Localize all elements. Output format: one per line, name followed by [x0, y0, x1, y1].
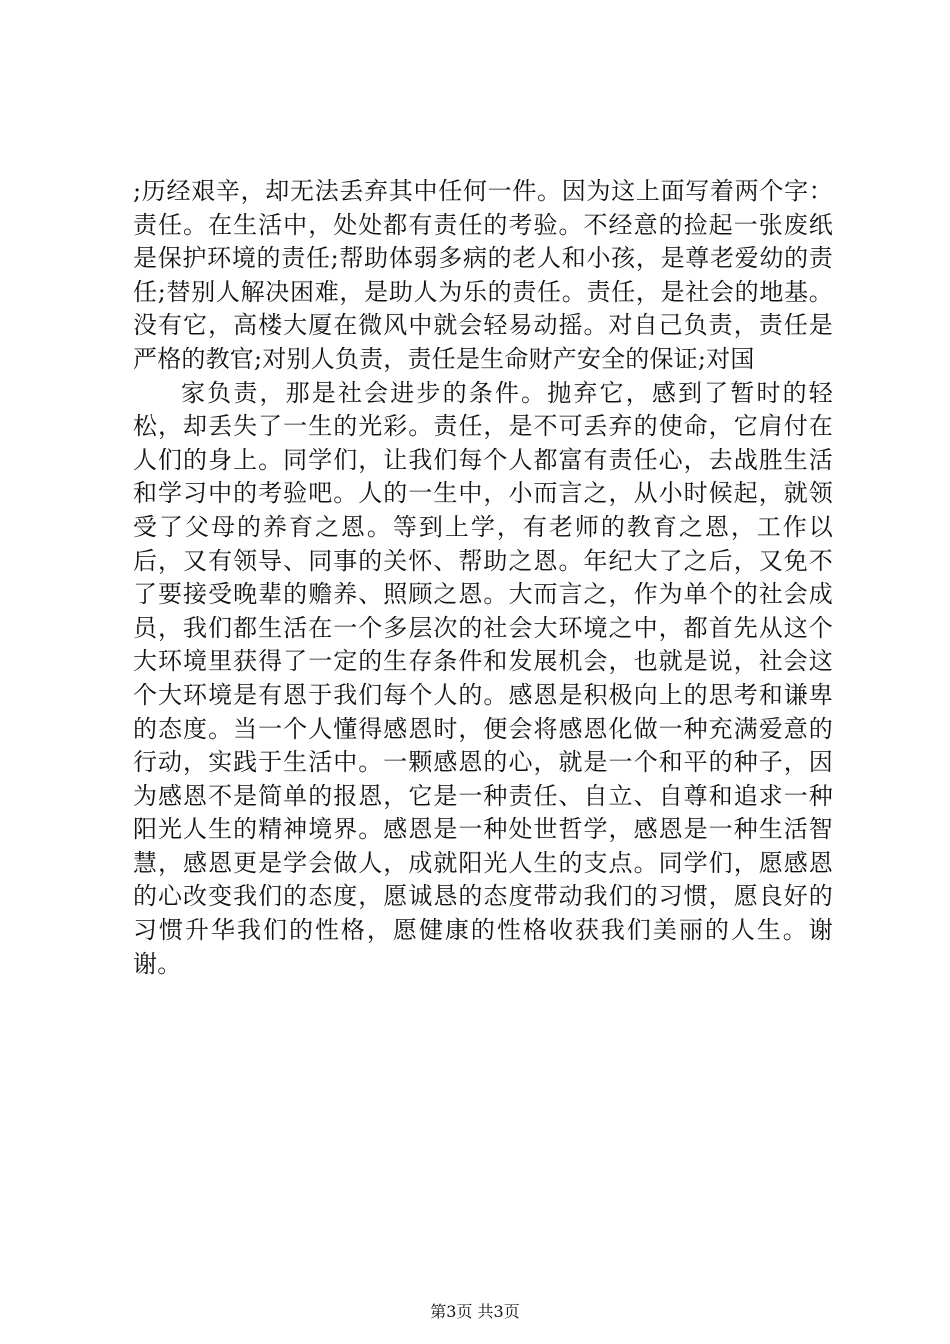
paragraph-responsibility: ;历经艰辛，却无法丢弃其中任何一件。因为这上面写着两个字：责任。在生活中，处处都有责任的考验。不经意的捡起一张废纸是保护环境的责任;帮助体弱多病的老人和小孩，是尊老爱幼的责任;替别人解决困难，是助人为乐的责任。责任，是社会的地基。没有它，高楼大厦在微风中就会轻易动摇。对自己负责，责任是严格的教官;对别人负责，责任是生命财产安全的保证;对国: [133, 177, 833, 373]
document-body: [133, 175, 833, 981]
paragraph-gratitude: 家负责，那是社会进步的条件。抛弃它，感到了暂时的轻松，却丢失了一生的光彩。责任，是不可丢弃的使命，它肩付在人们的身上。同学们，让我们每个人都富有责任心，去战胜生活和学习中的考验吧。人的一生中，小而言之，从小时候起，就领受了父母的养育之恩。等到上学，有老师的教育之恩，工作以后，又有领导、同事的关怀、帮助之恩。年纪大了之后，又免不了要接受晚辈的赡养、照顾之恩。大而言之，作为单个的社会成员，我们都生活在一个多层次的社会大环境之中，都首先从这个大环境里获得了一定的生存条件和发展机会，也就是说，社会这个大环境是有恩于我们每个人的。感恩是积极向上的思考和谦卑的态度。当一个人懂得感恩时，便会将感恩化做一种充满爱意的行动，实践于生活中。一颗感恩的心，就是一个和平的种子，因为感恩不是简单的报恩，它是一种责任、自立、自尊和追求一种阳光人生的精神境界。感恩是一种处世哲学，感恩是一种生活智慧，感恩更是学会做人，成就阳光人生的支点。同学们，愿感恩的心改变我们的态度，愿诚恳的态度带动我们的习惯，愿良好的习惯升华我们的性格，愿健康的性格收获我们美丽的人生。谢谢。: [133, 378, 833, 978]
page-number-footer: 第3页 共3页: [430, 1302, 520, 1321]
